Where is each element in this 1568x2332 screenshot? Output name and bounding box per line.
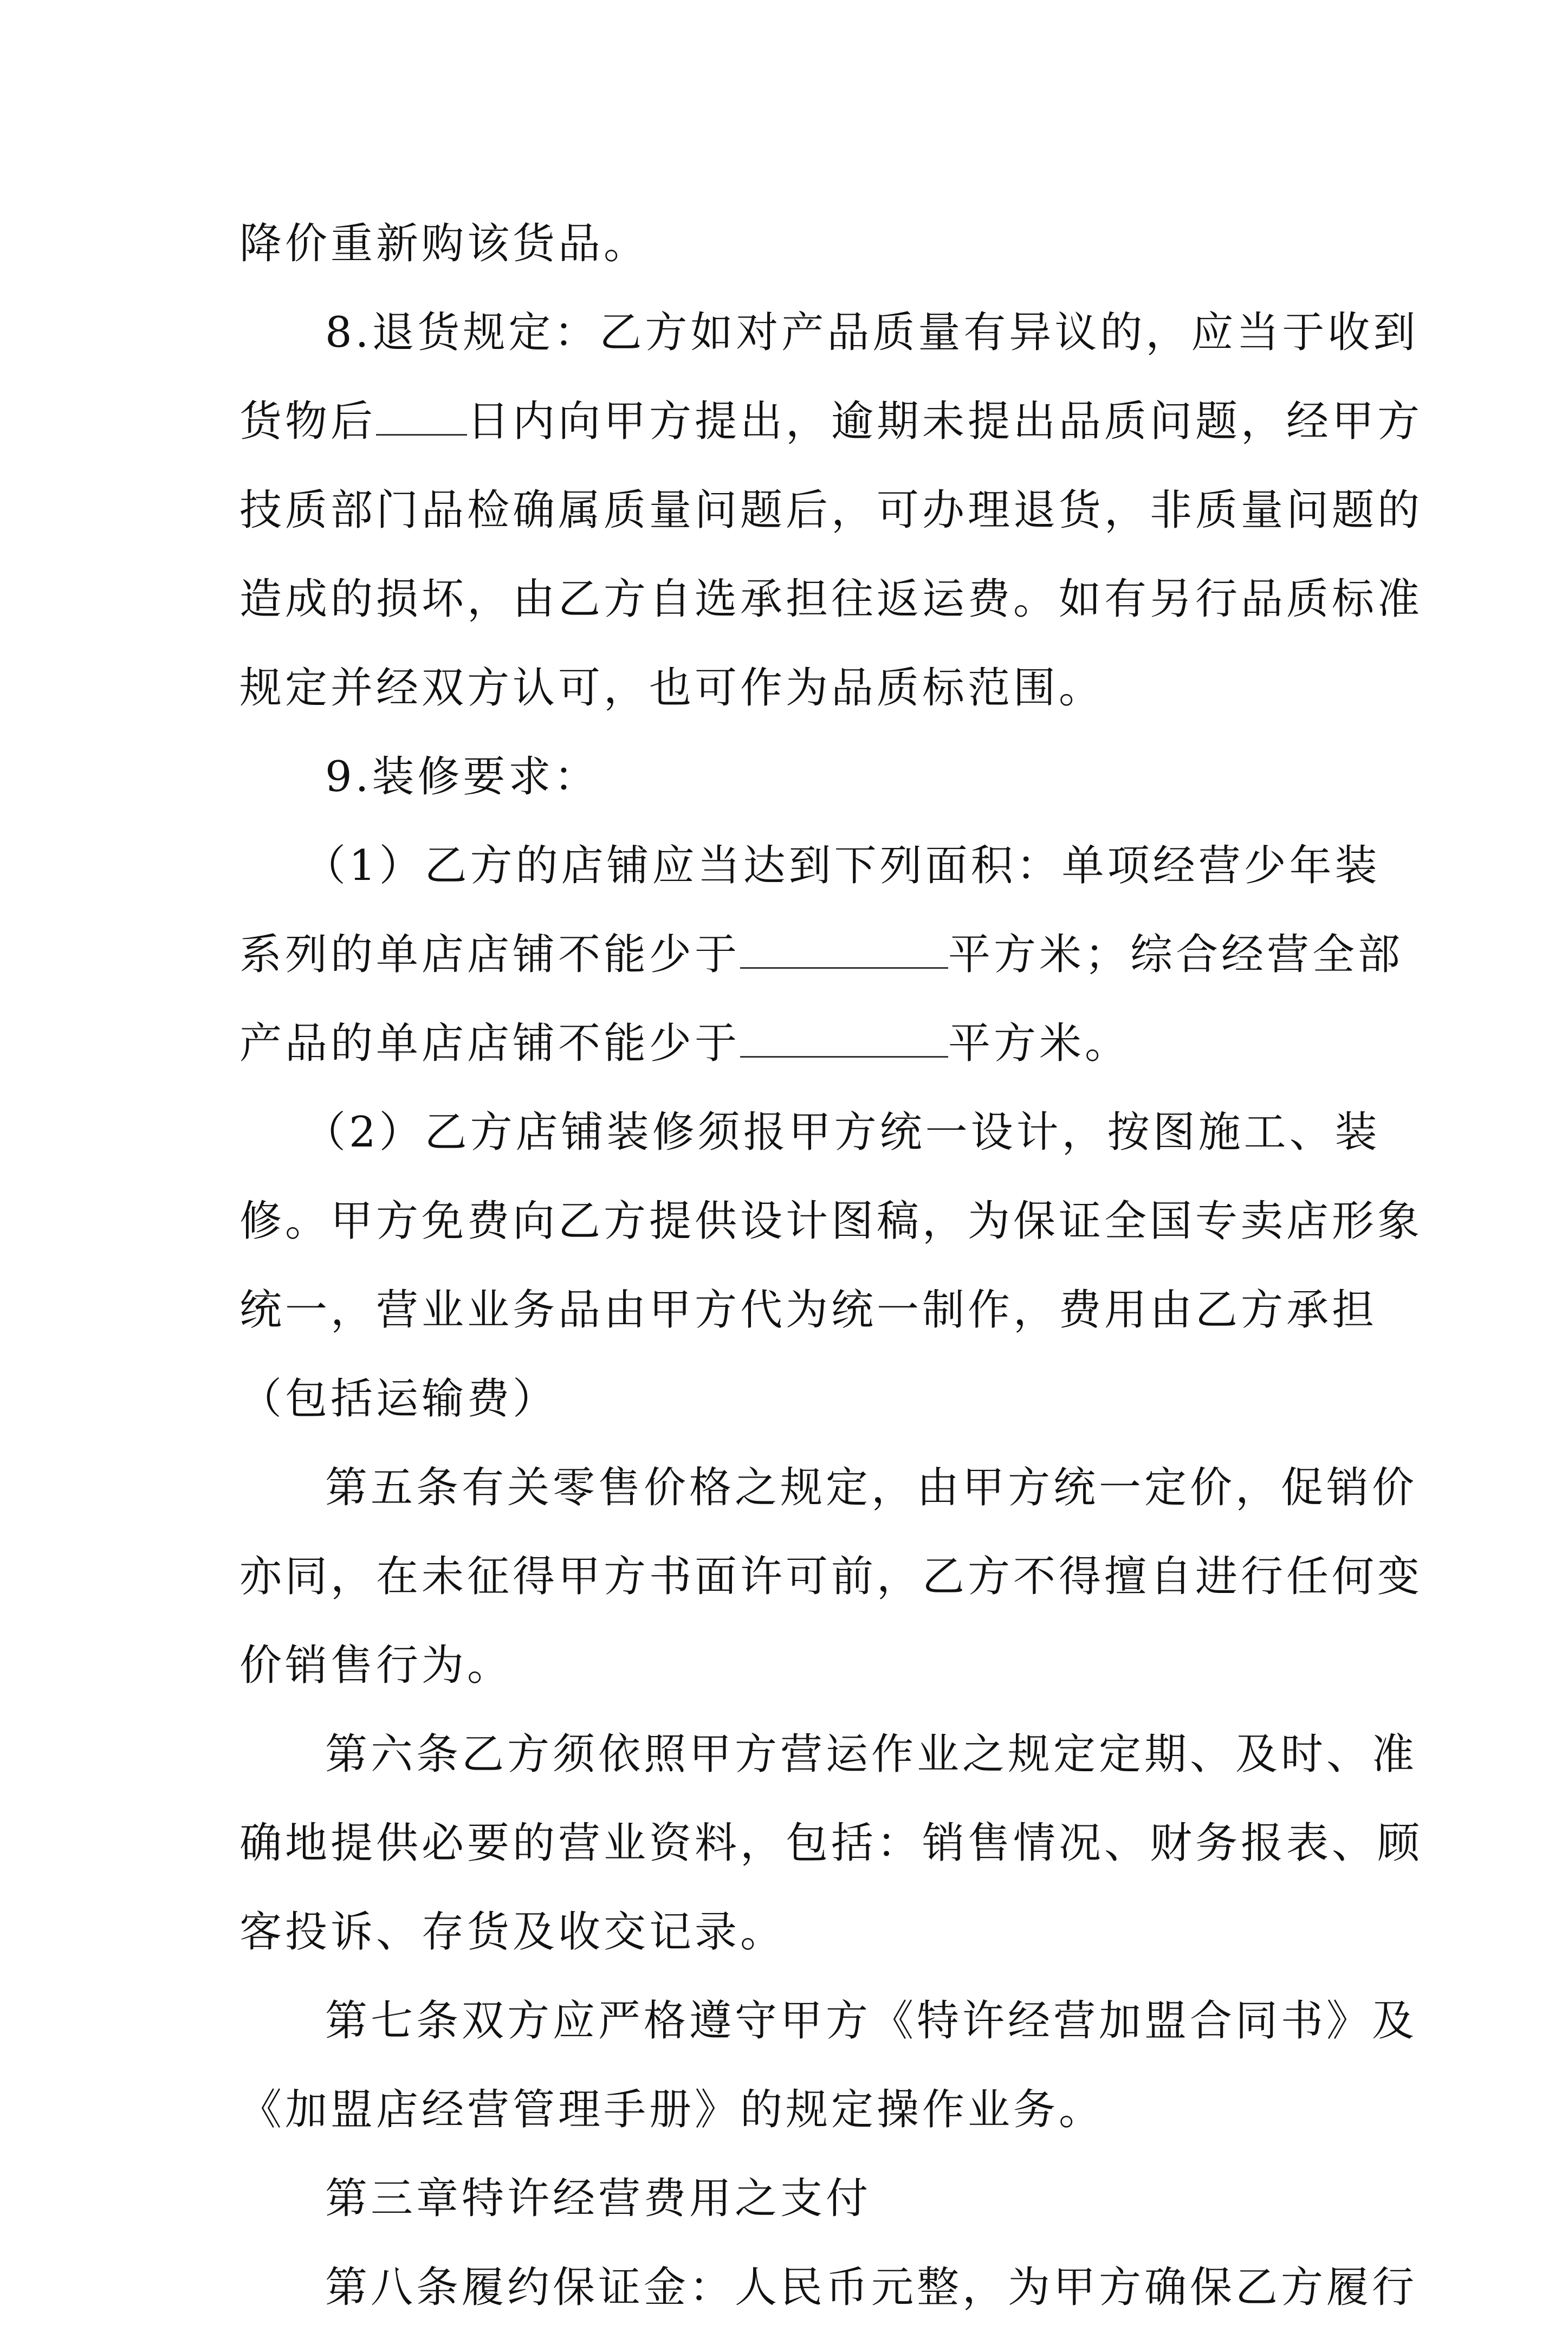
text-line: 价销售行为。: [239, 1641, 513, 1690]
fill-in-blank-days[interactable]: [376, 399, 467, 436]
text-line: 系列的单店店铺不能少于 平方米；综合经营全部: [239, 930, 1404, 979]
text-line: 技质部门品检确属质量问题后，可办理退货，非质量问题的: [239, 486, 1423, 535]
fill-in-blank-area-comprehensive[interactable]: [740, 1021, 948, 1058]
subclause-1-line: （1）乙方的店铺应当达到下列面积：单项经营少年装: [303, 841, 1381, 890]
article-6-line: 第六条乙方须依照甲方营运作业之规定定期、及时、准: [325, 1730, 1418, 1779]
clause-9-heading-line: 9.装修要求：: [325, 753, 600, 801]
text-line: 产品的单店店铺不能少于 平方米。: [239, 1019, 1131, 1068]
article-5-line: 第五条有关零售价格之规定，由甲方统一定价，促销价: [325, 1463, 1418, 1512]
text-line: 造成的损坏，由乙方自选承担往返运费。如有另行品质标准: [239, 575, 1423, 624]
text-line: 修。甲方免费向乙方提供设计图稿，为保证全国专卖店形象: [239, 1197, 1423, 1246]
text-line: 《加盟店经营管理手册》的规定操作业务。: [239, 2085, 1105, 2134]
text-line: 规定并经双方认可，也可作为品质标范围。: [239, 664, 1105, 712]
text-line: 货物后 日内向甲方提出，逾期未提出品质问题，经甲方: [239, 397, 1423, 446]
text-line: （包括运输费）: [239, 1375, 559, 1423]
clause-8-heading-line: 8.退货规定：乙方如对产品质量有异议的，应当于收到: [325, 308, 1419, 357]
text-line: 降价重新购该货品。: [239, 219, 650, 268]
fill-in-blank-area-single[interactable]: [740, 932, 948, 969]
article-8-line: 第八条履约保证金：人民币元整，为甲方确保乙方履行: [325, 2263, 1418, 2312]
text-line: 确地提供必要的营业资料，包括：销售情况、财务报表、顾: [239, 1819, 1423, 1868]
text-line: 亦同，在未征得甲方书面许可前，乙方不得擅自进行任何变: [239, 1552, 1423, 1601]
document-body: [239, 199, 1423, 2332]
subclause-2-line: （2）乙方店铺装修须报甲方统一设计，按图施工、装: [303, 1108, 1381, 1157]
text-line: 客投诉、存货及收交记录。: [239, 1908, 786, 1957]
chapter-3-heading: 第三章特许经营费用之支付: [325, 2174, 872, 2223]
text-line: 统一，营业业务品由甲方代为统一制作，费用由乙方承担: [239, 1286, 1378, 1335]
article-7-line: 第七条双方应严格遵守甲方《特许经营加盟合同书》及: [325, 1997, 1418, 2045]
